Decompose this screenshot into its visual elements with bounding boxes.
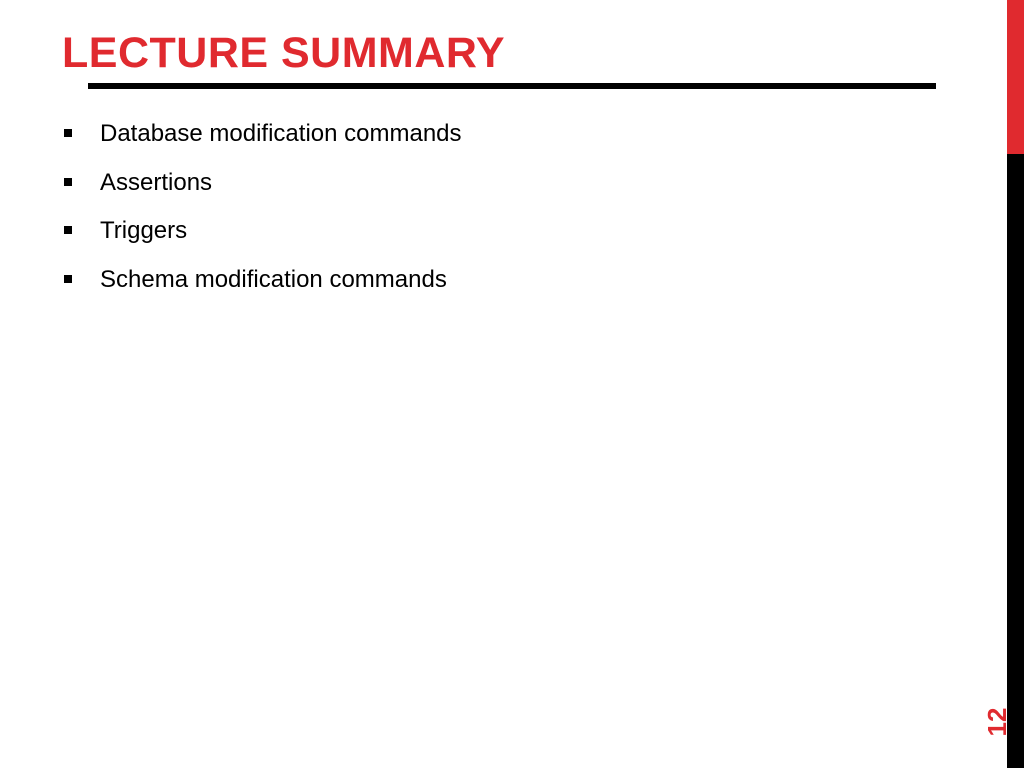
slide-page-number: 12 bbox=[982, 707, 1012, 737]
bullet-text: Database modification commands bbox=[100, 120, 462, 147]
square-bullet-icon bbox=[64, 129, 72, 137]
sidebar-accent-red bbox=[1007, 0, 1024, 154]
bullet-text: Triggers bbox=[100, 217, 188, 244]
square-bullet-icon bbox=[64, 178, 72, 186]
bullet-text: Schema modification commands bbox=[100, 265, 447, 293]
slide-title: LECTURE SUMMARY bbox=[62, 29, 506, 77]
title-underline-rule bbox=[88, 83, 936, 89]
bullet-text: Assertions bbox=[100, 168, 213, 196]
sidebar-accent-black bbox=[1007, 154, 1024, 768]
square-bullet-icon bbox=[64, 226, 72, 234]
square-bullet-icon bbox=[64, 275, 72, 283]
